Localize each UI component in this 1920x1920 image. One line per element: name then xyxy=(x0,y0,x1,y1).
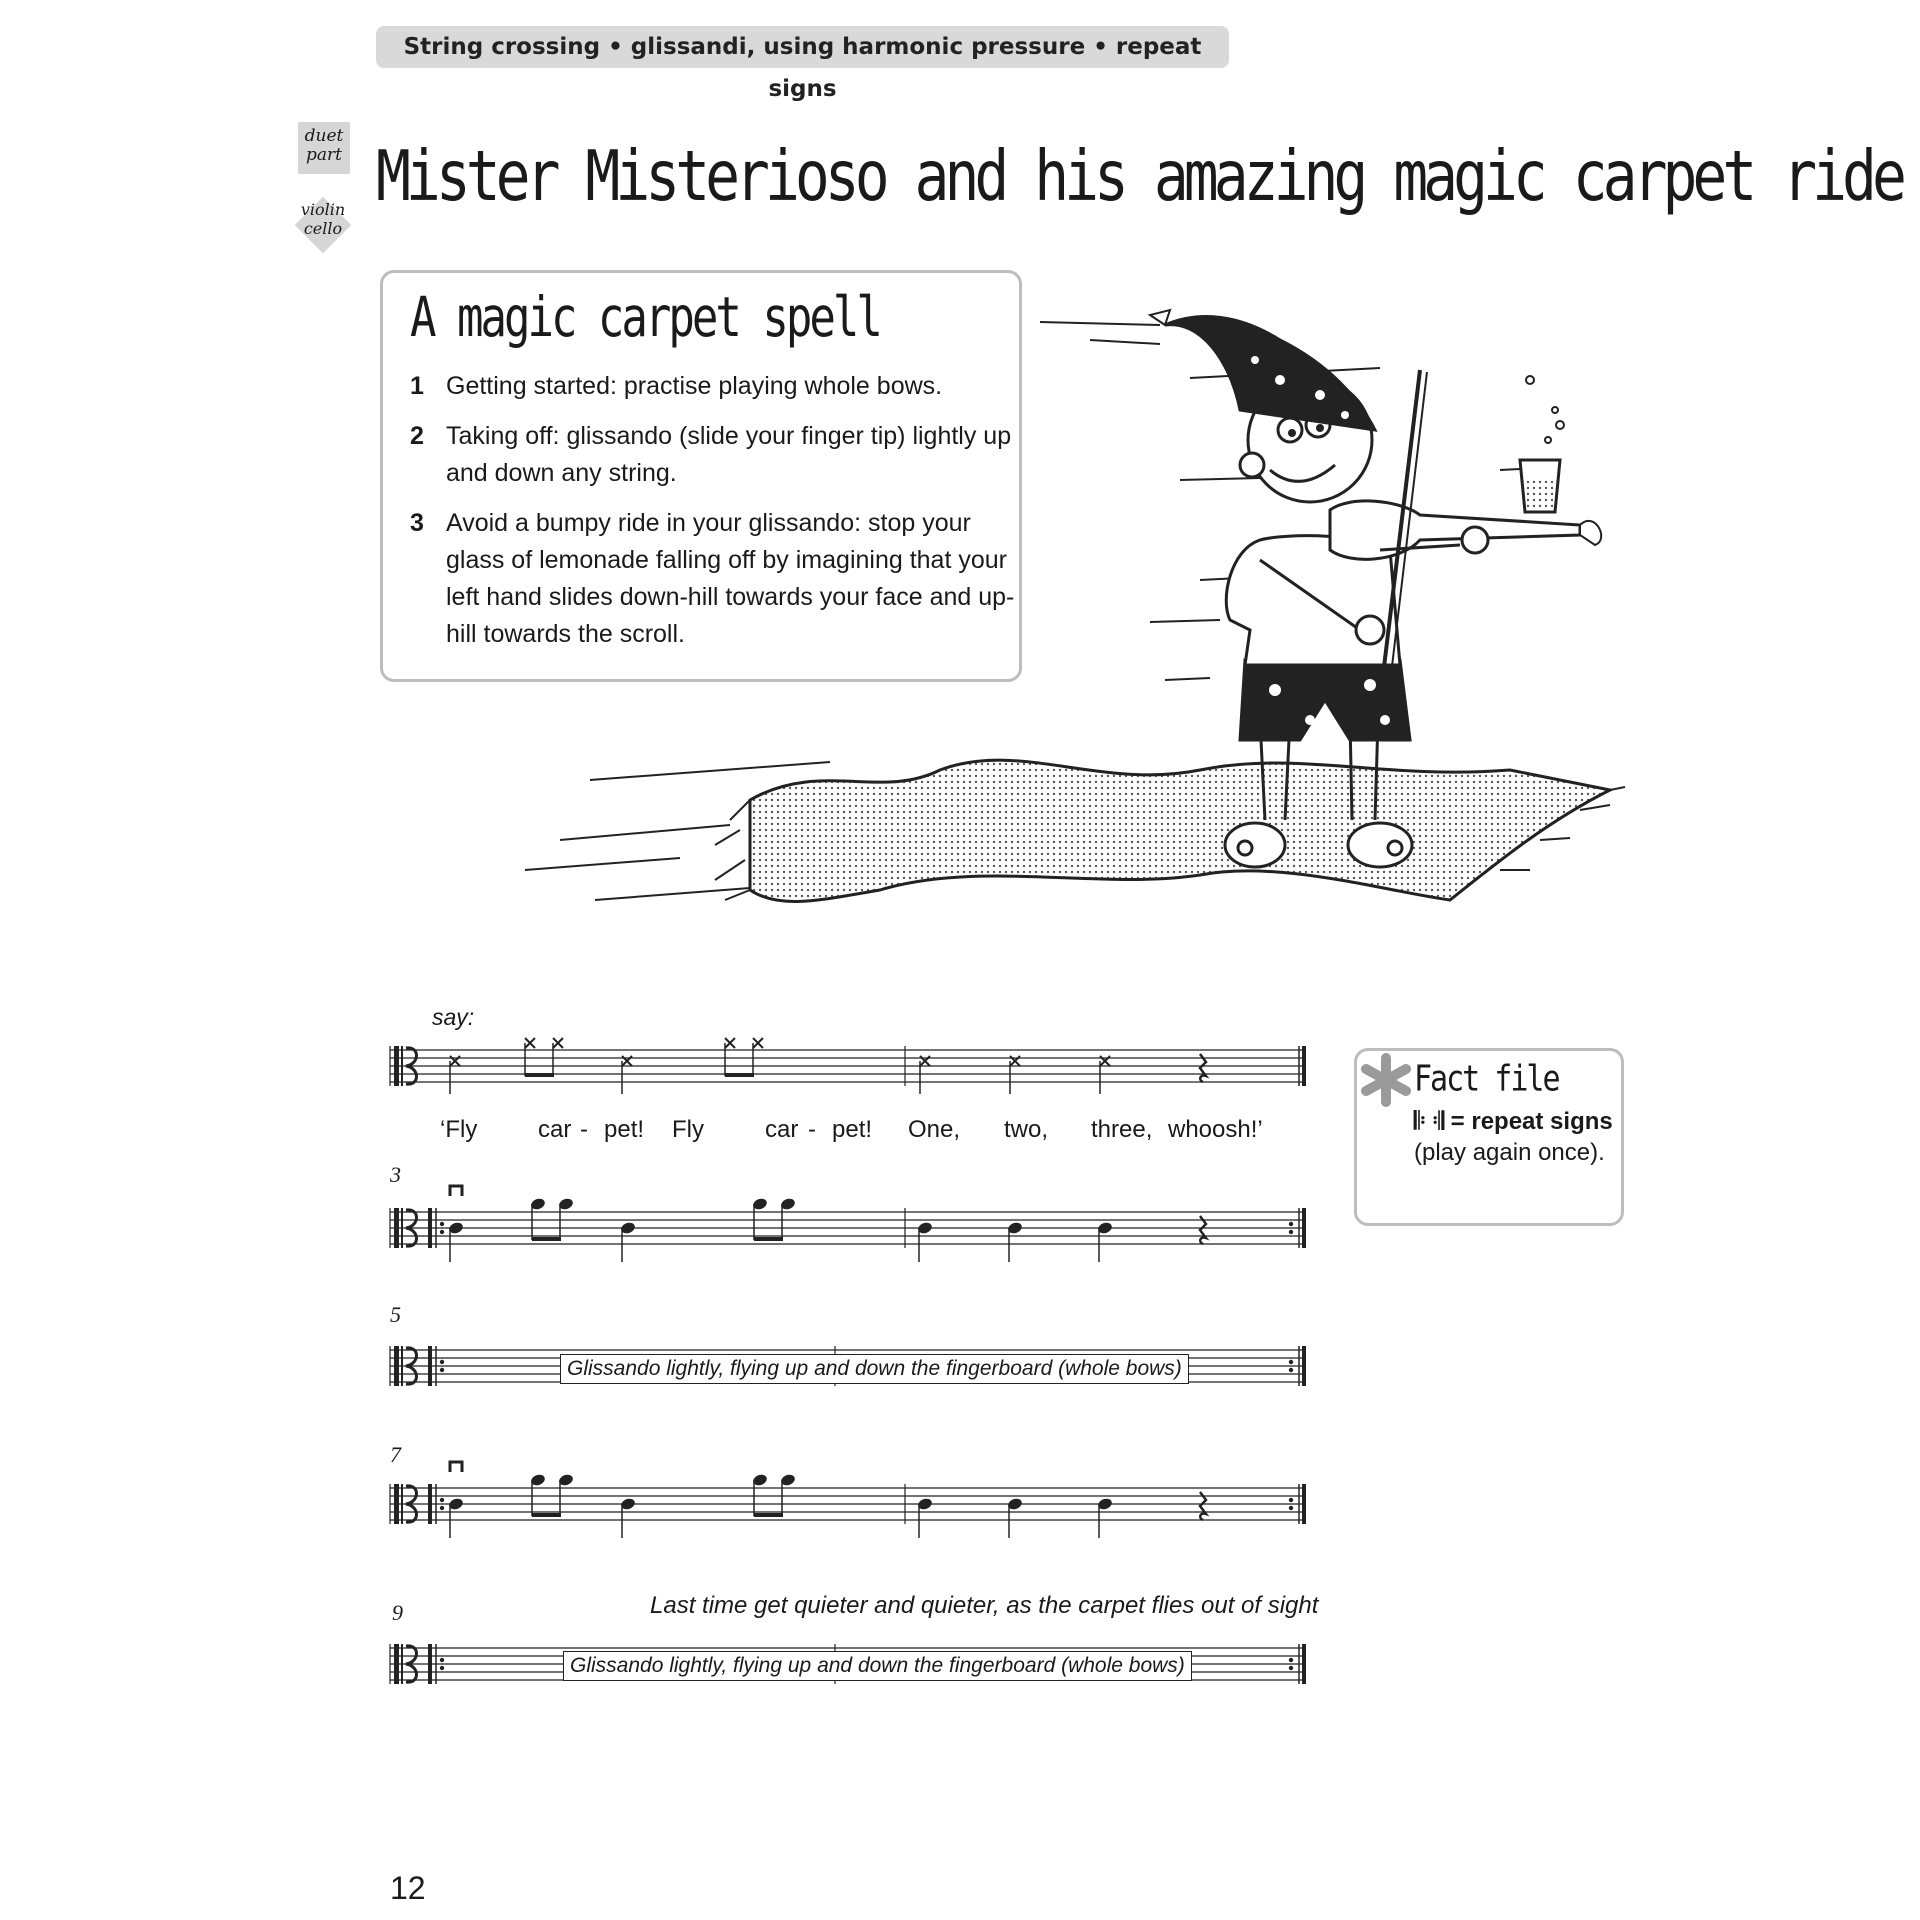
spell-heading: A magic carpet spell xyxy=(410,286,880,350)
step-text: Getting started: practise playing whole bows. xyxy=(446,372,943,400)
measure-number: 9 xyxy=(392,1600,403,1625)
step-number: 2 xyxy=(410,422,424,450)
clef-bar xyxy=(401,1208,403,1248)
page-title: Mister Misterioso and his amazing magic carpet ride xyxy=(376,135,1902,217)
repeat-sign-symbol: 𝄆 𝄇 xyxy=(1414,1108,1444,1135)
dynamic-instruction: Last time get quieter and quieter, as the carpet flies out of sight xyxy=(650,1592,1319,1619)
step-text: Avoid a bumpy ride in your glissando: stop your glass of lemonade falling off by imagining that your left hand slides down-hill towards your face and up-hill towards the scroll. xyxy=(446,509,1015,648)
lyric-syllable: ‘Fly xyxy=(440,1116,478,1143)
measure-number: 7 xyxy=(390,1442,401,1467)
measure-number: 3 xyxy=(390,1162,401,1187)
repeat-dot xyxy=(440,1368,444,1372)
clef-bar xyxy=(394,1484,399,1524)
lyric-syllable: three, xyxy=(1091,1116,1153,1143)
repeat-dot xyxy=(1289,1658,1293,1662)
repeat-dot xyxy=(1289,1506,1293,1510)
fact-file-body xyxy=(1414,1106,1614,1168)
asterisk-icon xyxy=(1358,1052,1414,1108)
repeat-dot xyxy=(1289,1498,1293,1502)
repeat-start-thick xyxy=(428,1484,432,1524)
lyric-syllable: whoosh!’ xyxy=(1168,1116,1263,1143)
repeat-dot xyxy=(440,1360,444,1364)
clef-bar xyxy=(394,1644,399,1684)
clef-bar xyxy=(401,1346,403,1386)
lyric-syllable: pet! xyxy=(604,1116,645,1143)
repeat-dot xyxy=(1289,1222,1293,1226)
beam xyxy=(754,1237,783,1241)
clef-bar xyxy=(394,1046,399,1086)
x-notehead xyxy=(753,1038,763,1048)
topic-banner: String crossing • glissandi, using harmonic pressure • repeat signs xyxy=(376,26,1229,68)
fact-file-bold-text: = repeat signs xyxy=(1450,1108,1613,1135)
say-label: say: xyxy=(432,1004,475,1030)
magic-carpet-illustration xyxy=(500,300,1630,920)
lyric-syllable: - xyxy=(580,1116,588,1143)
x-notehead xyxy=(553,1038,563,1048)
beam xyxy=(532,1513,561,1517)
clef-bar xyxy=(401,1484,403,1524)
repeat-dot xyxy=(1289,1230,1293,1234)
lyric-syllable: pet! xyxy=(832,1116,873,1143)
measure-number: 5 xyxy=(390,1302,401,1327)
beam xyxy=(525,1073,554,1077)
barline-thick xyxy=(1302,1208,1306,1248)
repeat-dot xyxy=(440,1498,444,1502)
repeat-start-thick xyxy=(428,1346,432,1386)
repeat-dot xyxy=(1289,1368,1293,1372)
x-notehead xyxy=(725,1038,735,1048)
lyric-syllable: Fly xyxy=(672,1116,704,1143)
repeat-dot xyxy=(1289,1666,1293,1670)
down-bow-mark xyxy=(450,1462,462,1472)
fact-file-text: (play again once). xyxy=(1414,1139,1605,1166)
lyric-syllable: - xyxy=(808,1116,816,1143)
repeat-dot xyxy=(440,1658,444,1662)
x-notehead xyxy=(525,1038,535,1048)
barline-thick xyxy=(1302,1484,1306,1524)
repeat-dot xyxy=(440,1506,444,1510)
barline-thick xyxy=(1302,1346,1306,1386)
beam xyxy=(754,1513,783,1517)
instrument-tag xyxy=(294,196,352,254)
lyric-syllable: car xyxy=(765,1116,799,1143)
glissando-instruction: Glissando lightly, flying up and down the fingerboard (whole bows) xyxy=(563,1651,1192,1681)
step-number: 3 xyxy=(410,509,424,537)
step-text: Taking off: glissando (slide your finger tip) lightly up and down any string. xyxy=(446,422,1012,487)
barline-thick xyxy=(1302,1046,1306,1086)
beam xyxy=(532,1237,561,1241)
page-number: 12 xyxy=(390,1870,426,1906)
down-bow-mark xyxy=(450,1186,462,1196)
lyric-syllable: One, xyxy=(908,1116,961,1143)
repeat-dot xyxy=(440,1666,444,1670)
step-number: 1 xyxy=(410,372,424,400)
repeat-dot xyxy=(440,1230,444,1234)
repeat-dot xyxy=(1289,1360,1293,1364)
lyric-syllable: two, xyxy=(1004,1116,1049,1143)
clef-bar xyxy=(394,1208,399,1248)
lyric-syllable: car xyxy=(538,1116,572,1143)
repeat-start-thick xyxy=(428,1644,432,1684)
clef-bar xyxy=(394,1346,399,1386)
clef-bar xyxy=(401,1644,403,1684)
repeat-start-thick xyxy=(428,1208,432,1248)
clef-bar xyxy=(401,1046,403,1086)
duet-part-tag: duet part xyxy=(298,122,350,174)
fact-file-title: Fact file xyxy=(1414,1058,1559,1100)
barline-thick xyxy=(1302,1644,1306,1684)
instrument-tag-label: violin cello xyxy=(300,200,346,238)
glissando-instruction: Glissando lightly, flying up and down the fingerboard (whole bows) xyxy=(560,1354,1189,1384)
repeat-dot xyxy=(440,1222,444,1226)
beam xyxy=(725,1073,754,1077)
